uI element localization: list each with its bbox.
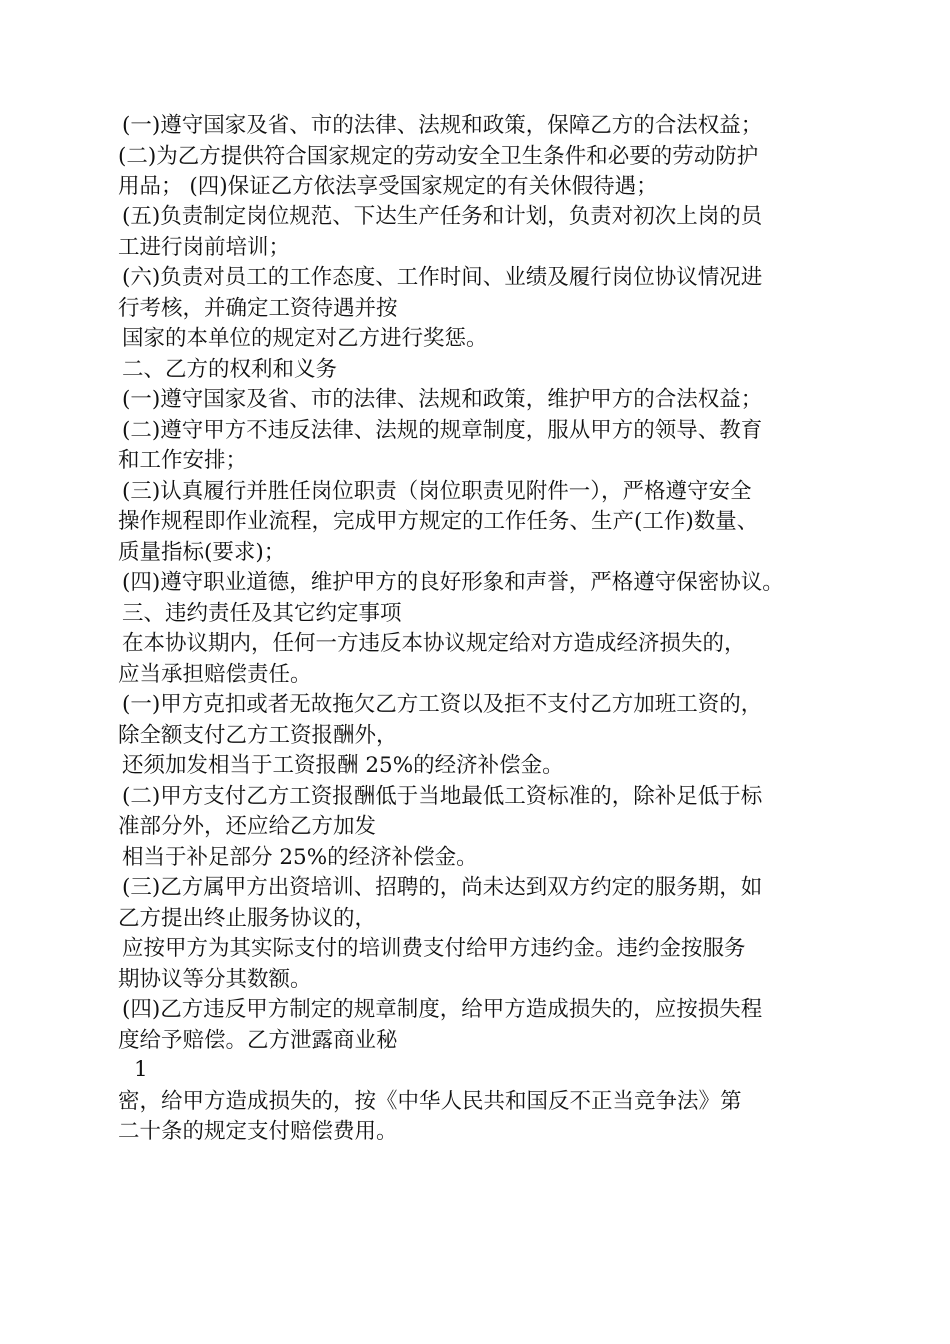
text-line: (三)乙方属甲方出资培训、招聘的，尚未达到双方约定的服务期，如 [122,875,763,900]
text-line: 操作规程即作业流程，完成甲方规定的工作任务、生产(工作)数量、 [118,509,759,534]
text-line: 乙方提出终止服务协议的， [118,906,377,931]
text-line: 准部分外，还应给乙方加发 [118,814,377,839]
text-line: (二)甲方支付乙方工资报酬低于当地最低工资标准的，除补足低于标 [122,784,763,809]
text-line: 在本协议期内，任何一方违反本协议规定给对方造成经济损失的， [122,631,746,656]
text-line: 度给予赔偿。乙方泄露商业秘 [118,1028,398,1053]
text-line: (二)为乙方提供符合国家规定的劳动安全卫生条件和必要的劳动防护 [118,144,759,169]
text-line: 质量指标(要求)； [118,540,286,565]
text-line: 和工作安排； [118,448,248,473]
text-line: (一)遵守国家及省、市的法律、法规和政策，维护甲方的合法权益； [122,387,763,412]
text-line: 应当承担赔偿责任。 [118,662,312,687]
text-line: 除全额支付乙方工资报酬外， [118,723,398,748]
text-line: 期协议等分其数额。 [118,967,312,992]
text-line: 行考核，并确定工资待遇并按 [118,296,398,321]
text-line: (一)甲方克扣或者无故拖欠乙方工资以及拒不支付乙方加班工资的， [122,692,763,717]
text-line: (三)认真履行并胜任岗位职责（岗位职责见附件一），严格遵守安全 [122,479,752,504]
text-line: 密，给甲方造成损失的，按《中华人民共和国反不正当竞争法》第 [118,1089,742,1114]
section-heading: 二、乙方的权利和义务 [122,357,338,382]
text-line: 相当于补足部分 25%的经济补偿金。 [122,845,478,870]
text-line: 用品； (四)保证乙方依法享受国家规定的有关休假待遇； [118,174,658,199]
text-line: 二十条的规定支付赔偿费用。 [118,1119,398,1144]
text-line: (一)遵守国家及省、市的法律、法规和政策，保障乙方的合法权益； [122,113,763,138]
section-heading: 三、违约责任及其它约定事项 [122,601,402,626]
text-line: (六)负责对员工的工作态度、工作时间、业绩及履行岗位协议情况进 [122,265,763,290]
text-line: (四)遵守职业道德，维护甲方的良好形象和声誉，严格遵守保密协议。 [122,570,784,595]
text-line: 应按甲方为其实际支付的培训费支付给甲方违约金。违约金按服务 [122,936,746,961]
page-number: 1 [134,1057,148,1082]
text-line: 工进行岗前培训； [118,235,291,260]
text-line: 还须加发相当于工资报酬 25%的经济补偿金。 [122,753,564,778]
text-line: (二)遵守甲方不违反法律、法规的规章制度，服从甲方的领导、教育 [122,418,763,443]
text-line: 国家的本单位的规定对乙方进行奖惩。 [122,326,488,351]
text-line: (四)乙方违反甲方制定的规章制度，给甲方造成损失的，应按损失程 [122,997,763,1022]
text-line: (五)负责制定岗位规范、下达生产任务和计划，负责对初次上岗的员 [122,204,763,229]
